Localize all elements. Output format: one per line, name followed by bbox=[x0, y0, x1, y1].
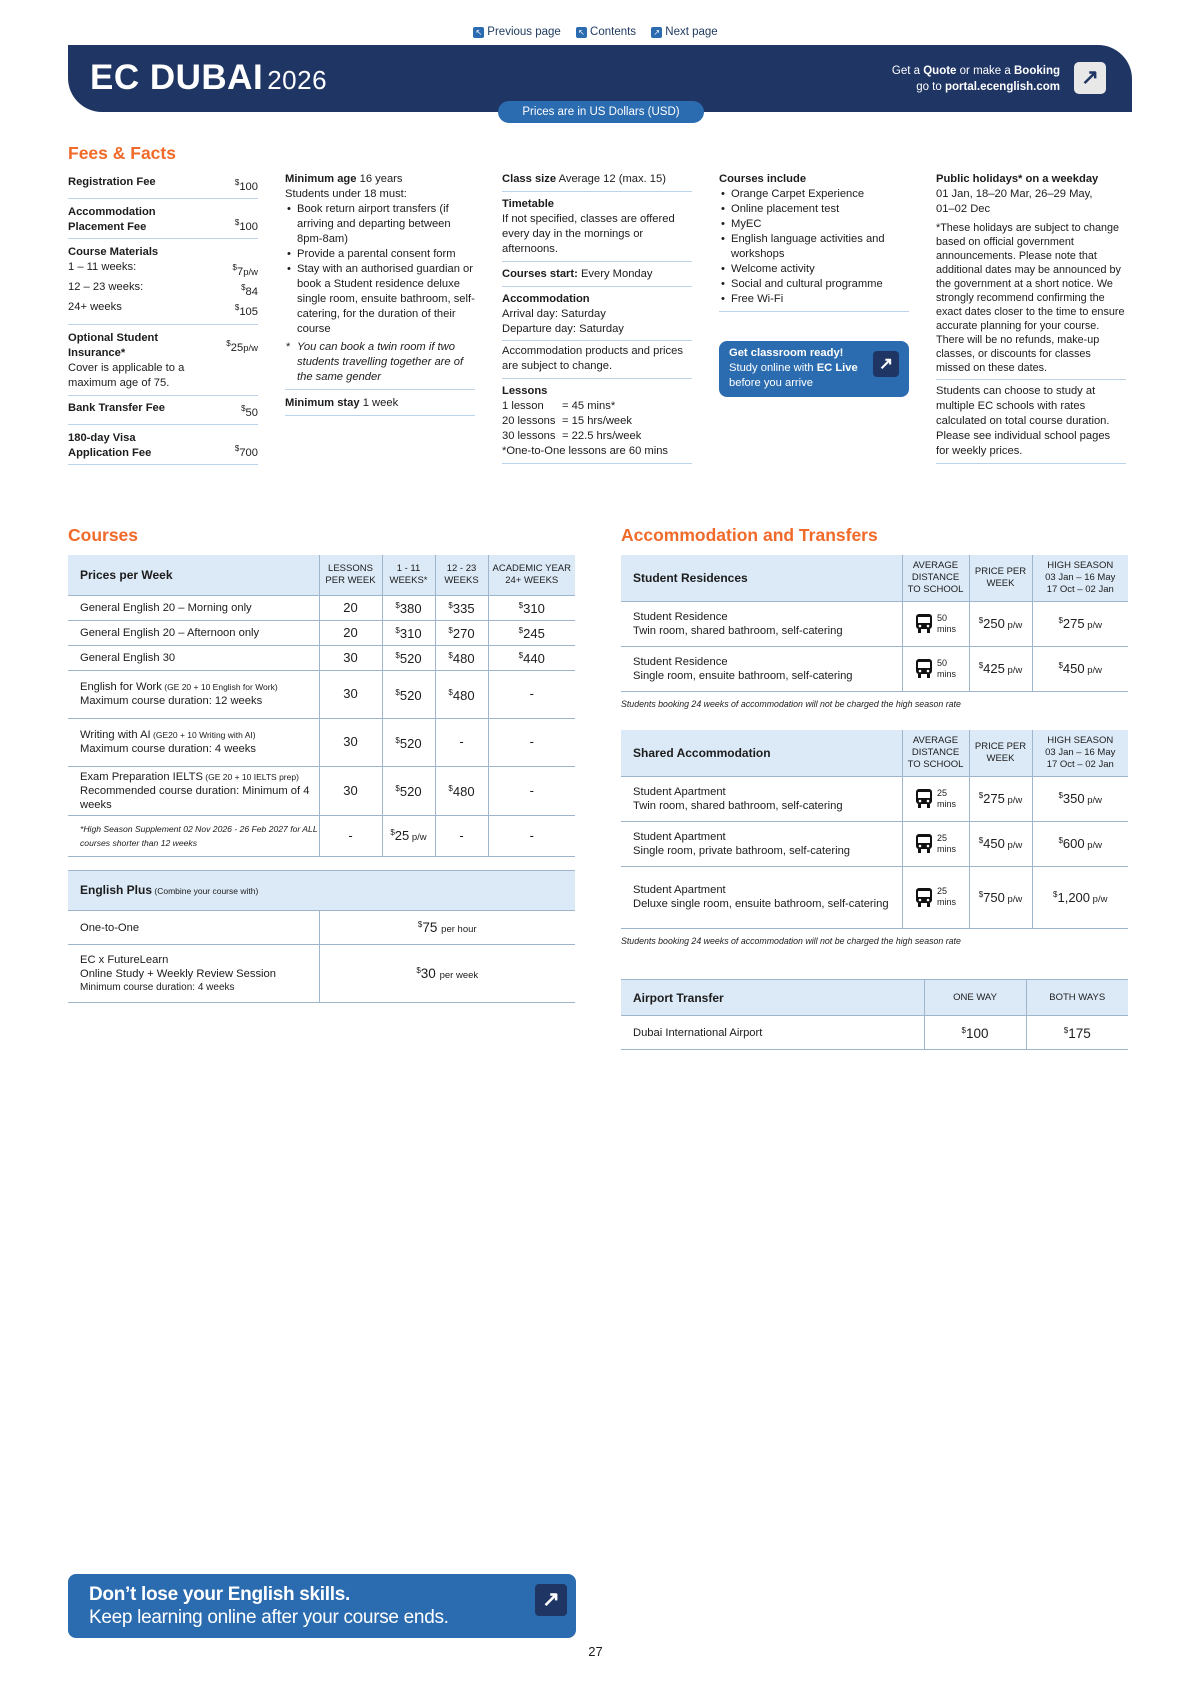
currency-symbol: $ bbox=[234, 178, 240, 187]
currency-symbol: $ bbox=[395, 601, 400, 610]
currency-symbol: $ bbox=[234, 218, 240, 227]
currency-badge: Prices are in US Dollars (USD) bbox=[498, 101, 704, 123]
currency-symbol: $ bbox=[448, 601, 453, 610]
age-rules-list bbox=[285, 202, 475, 337]
currency-symbol: $ bbox=[1058, 616, 1063, 625]
high-season-note: Students booking 24 weeks of accommodation will not be charged the high season rate bbox=[621, 935, 961, 946]
currency-symbol: $ bbox=[518, 651, 524, 660]
currency-symbol: $ bbox=[961, 1026, 966, 1035]
age-rule-item: • Book return airport transfers (if arriving and departing between 8pm-8am) bbox=[285, 202, 475, 247]
courses-title: Courses bbox=[68, 525, 139, 545]
include-item: • MyEC bbox=[719, 217, 909, 232]
fees-facts-title: Fees & Facts bbox=[68, 143, 176, 163]
residences-table bbox=[621, 555, 1128, 692]
high-season-supplement-row: *High Season Supplement 02 Nov 2026 - 26 Feb 2027 for ALL courses shorter than 12 weeks - $25 p/w - - bbox=[68, 815, 575, 856]
accommodation-info: Accommodation Arrival day: Saturday Departure day: Saturday Accommodation products and prices are subject to change. bbox=[502, 287, 692, 379]
course-name: General English 20 – Morning only bbox=[80, 601, 252, 614]
accommodation-row: Student Apartment Twin room, shared bathroom, self-catering 25 mins $275 p/w $350 p/w bbox=[621, 776, 1128, 821]
shared-table-wrap bbox=[621, 730, 1128, 947]
school-title: EC DUBAI 2026 bbox=[90, 58, 328, 97]
class-column: Class size Average 12 (max. 15) Timetable If not specified, classes are offered every day in the mornings or afternoons. Courses start: Every Monday Accommodation Arrival day: Saturday Departure day: Saturday Accommodation products and prices are subject to change. Lessons 1 lesson = 45 mins* 20 lessons = 15 hrs/week 30 lessons = 22.5 hrs/week *One-to-One lessons are 60 mins bbox=[502, 172, 692, 464]
residences-header-row: Student Residences AVERAGE DISTANCE TO SCHOOL PRICE PER WEEK HIGH SEASON 03 Jan – 16 May 17 Oct – 02 Jan bbox=[621, 555, 1128, 601]
materials-list bbox=[68, 260, 258, 320]
fees-column bbox=[68, 172, 258, 465]
currency-symbol: $ bbox=[390, 828, 395, 837]
accommodation-name: Student Residence bbox=[633, 610, 728, 623]
weeks-1-11-header: 1 - 11 WEEKS* bbox=[382, 555, 435, 595]
course-row: General English 30 30 $520 $480 $440 bbox=[68, 645, 575, 670]
weeks-12-23-header: 12 - 23 WEEKS bbox=[435, 555, 488, 595]
arrow-up-right-icon: ↗ bbox=[873, 351, 899, 377]
currency-symbol: $ bbox=[241, 404, 246, 413]
course-row: Exam Preparation IELTS (GE 20 + 10 IELTS prep) Recommended course duration: Minimum of 4 weeks 30 $520 $480 - bbox=[68, 766, 575, 815]
arrow-up-left-icon: ↖ bbox=[576, 27, 587, 38]
currency-symbol: $ bbox=[395, 626, 400, 635]
currency-symbol: $ bbox=[448, 687, 453, 697]
age-column: Minimum age 16 years Students under 18 must: • Book return airport transfers (if arriving and departing between 8pm-8am) • Provide a parental consent form • Stay with an authorised guardian or book a Student residence deluxe single room, ensuite bathroom, self-catering, for the duration of their course * You can book a twin room if two students travelling together are of the same gender Minimum stay 1 week bbox=[285, 172, 475, 416]
courses-table-wrap bbox=[68, 555, 575, 857]
minimum-stay: Minimum stay 1 week bbox=[285, 390, 475, 416]
currency-symbol: $ bbox=[978, 661, 984, 670]
accommodation-row: Student Apartment Deluxe single room, ensuite bathroom, self-catering 25 mins $750 p/w $1,200 p/w bbox=[621, 866, 1128, 928]
previous-page-link[interactable]: ↖ Previous page bbox=[473, 26, 561, 38]
accommodation-fee-row: Accommodation Placement Fee $100 bbox=[68, 199, 258, 239]
accommodation-row: Student Apartment Single room, private bathroom, self-catering 25 mins $450 p/w $600 p/w bbox=[621, 821, 1128, 866]
twin-room-note: * You can book a twin room if two students travelling together are of the same gender bbox=[285, 337, 475, 390]
contents-link[interactable]: ↖ Contents bbox=[576, 26, 636, 38]
currency-symbol: $ bbox=[234, 303, 240, 312]
keep-learning-banner[interactable] bbox=[68, 1574, 576, 1638]
materials-row: 12 – 23 weeks: $84 bbox=[68, 281, 258, 298]
banner-subline: Keep learning online after your course ends. bbox=[89, 1607, 449, 1628]
bus-icon bbox=[915, 658, 933, 679]
course-name: Writing with AI bbox=[80, 729, 151, 741]
currency-symbol: $ bbox=[978, 889, 984, 899]
english-plus-table-wrap bbox=[68, 870, 575, 1003]
currency-symbol: $ bbox=[395, 651, 400, 660]
next-page-link[interactable]: ↗ Next page bbox=[651, 26, 717, 38]
transfer-row: Dubai International Airport $100 $175 bbox=[621, 1016, 1128, 1050]
shared-header-row: Shared Accommodation AVERAGE DISTANCE TO SCHOOL PRICE PER WEEK HIGH SEASON 03 Jan – 16 May 17 Oct – 02 Jan bbox=[621, 730, 1128, 776]
portal-link[interactable]: portal.ecenglish.com bbox=[944, 81, 1060, 93]
page-navigation bbox=[0, 26, 1191, 38]
currency-symbol: $ bbox=[978, 836, 984, 845]
accommodation-row: Student Residence Twin room, shared bathroom, self-catering 50 mins $250 p/w $275 p/w bbox=[621, 601, 1128, 646]
currency-symbol: $ bbox=[1063, 1026, 1069, 1035]
includes-column: Courses include • Orange Carpet Experience • Online placement test • MyEC • English language activities and workshops • Welcome activity • Social and cultural programme • Free Wi-Fi bbox=[719, 172, 909, 312]
insurance-block: Optional Student Insurance* $25p/w Cover is applicable to a maximum age of 75. bbox=[68, 325, 258, 396]
courses-header-row bbox=[68, 555, 575, 595]
lesson-row: 1 lesson = 45 mins* bbox=[502, 400, 616, 412]
age-rule-item: • Stay with an authorised guardian or book a Student residence deluxe single room, ensuite bathroom, self-catering, for the duration of their course bbox=[285, 262, 475, 337]
currency-symbol: $ bbox=[226, 339, 231, 348]
currency-symbol: $ bbox=[241, 283, 246, 292]
include-item: • Social and cultural programme bbox=[719, 277, 909, 292]
english-plus-table bbox=[68, 870, 575, 1003]
currency-symbol: $ bbox=[232, 263, 237, 272]
transfer-table-wrap bbox=[621, 979, 1128, 1050]
lesson-row: 20 lessons = 15 hrs/week bbox=[502, 415, 632, 427]
currency-symbol: $ bbox=[518, 601, 524, 610]
courses-table bbox=[68, 555, 575, 857]
currency-symbol: $ bbox=[395, 784, 400, 793]
age-rule-item: • Provide a parental consent form bbox=[285, 247, 475, 262]
high-season-note: Students booking 24 weeks of accommodation will not be charged the high season rate bbox=[621, 698, 961, 709]
futurelearn-row: EC x FutureLearn Online Study + Weekly Review Session Minimum course duration: 4 weeks $30 per week bbox=[68, 945, 575, 1003]
bus-icon bbox=[915, 613, 933, 634]
include-item: • Welcome activity bbox=[719, 262, 909, 277]
accommodation-title: Accommodation and Transfers bbox=[621, 525, 878, 545]
course-materials-block: Course Materials 1 – 11 weeks: $7p/w 12 – 23 weeks: $84 24+ weeks $105 bbox=[68, 239, 258, 325]
lessons-info: Lessons 1 lesson = 45 mins* 20 lessons = 15 hrs/week 30 lessons = 22.5 hrs/week *One-to-One lessons are 60 mins bbox=[502, 379, 692, 464]
currency-symbol: $ bbox=[978, 791, 984, 800]
currency-symbol: $ bbox=[234, 444, 240, 453]
accommodation-name: Student Apartment bbox=[633, 785, 726, 798]
accommodation-name: Student Residence bbox=[633, 655, 728, 668]
bank-fee-row: Bank Transfer Fee $50 bbox=[68, 396, 258, 425]
arrow-up-right-icon[interactable]: ↗ bbox=[535, 1584, 567, 1616]
one-to-one-row: One-to-One $75 per hour bbox=[68, 911, 575, 945]
currency-symbol: $ bbox=[1058, 791, 1063, 800]
registration-fee-row: Registration Fee $100 bbox=[68, 172, 258, 199]
bus-icon bbox=[915, 833, 933, 854]
currency-symbol: $ bbox=[448, 651, 453, 660]
course-name: English for Work bbox=[80, 681, 162, 693]
accommodation-row: Student Residence Single room, ensuite bathroom, self-catering 50 mins $425 p/w $450 p/w bbox=[621, 646, 1128, 691]
accommodation-name: Student Apartment bbox=[633, 884, 726, 896]
english-plus-header: English Plus (Combine your course with) bbox=[68, 871, 575, 911]
materials-row: 1 – 11 weeks: $7p/w bbox=[68, 261, 258, 278]
course-row: Writing with AI (GE20 + 10 Writing with AI) Maximum course duration: 4 weeks 30 $520 - - bbox=[68, 718, 575, 766]
page-number: 27 bbox=[588, 1644, 603, 1659]
course-name: General English 20 – Afternoon only bbox=[80, 626, 260, 639]
shared-table bbox=[621, 730, 1128, 929]
transfer-table bbox=[621, 979, 1128, 1050]
includes-list bbox=[719, 187, 909, 307]
currency-symbol: $ bbox=[1053, 889, 1058, 899]
currency-symbol: $ bbox=[1058, 661, 1063, 670]
course-row: General English 20 – Afternoon only 20 $310 $270 $245 bbox=[68, 620, 575, 645]
year-label: 2026 bbox=[267, 65, 328, 95]
accommodation-name: Student Apartment bbox=[633, 830, 726, 843]
bus-icon bbox=[915, 788, 933, 809]
currency-symbol: $ bbox=[1058, 836, 1063, 845]
include-item: • Free Wi-Fi bbox=[719, 292, 909, 307]
materials-row: 24+ weeks $105 bbox=[68, 301, 258, 318]
include-item: • Orange Carpet Experience bbox=[719, 187, 909, 202]
classroom-ready-cta[interactable]: Get classroom ready! Study online with EC Live before you arrive ↗ bbox=[719, 341, 909, 397]
course-name: Exam Preparation IELTS bbox=[80, 770, 203, 783]
include-item: • Online placement test bbox=[719, 202, 909, 217]
course-row: English for Work (GE 20 + 10 English for Work) Maximum course duration: 12 weeks 30 $520 $480 - bbox=[68, 670, 575, 718]
arrow-up-right-icon: ↗ bbox=[651, 27, 662, 38]
course-row: General English 20 – Morning only 20 $380 $335 $310 bbox=[68, 595, 575, 620]
quote-booking-text[interactable]: Get a Quote or make a Booking go to portal.ecenglish.com bbox=[891, 65, 1060, 93]
visa-fee-row: 180-day Visa Application Fee $700 bbox=[68, 425, 258, 465]
currency-symbol: $ bbox=[518, 626, 524, 635]
currency-symbol: $ bbox=[978, 616, 984, 625]
include-item: • English language activities and workshops bbox=[719, 232, 909, 262]
currency-symbol: $ bbox=[395, 735, 400, 745]
lesson-row: 30 lessons = 22.5 hrs/week bbox=[502, 430, 642, 442]
currency-symbol: $ bbox=[417, 920, 423, 929]
currency-symbol: $ bbox=[448, 626, 453, 635]
currency-symbol: $ bbox=[395, 687, 400, 697]
lessons-header: LESSONS PER WEEK bbox=[319, 555, 382, 595]
prices-per-week-header: Prices per Week bbox=[68, 555, 319, 595]
banner-headline: Don’t lose your English skills. bbox=[89, 1584, 350, 1605]
arrow-up-left-icon: ↖ bbox=[473, 27, 484, 38]
currency-symbol: $ bbox=[416, 966, 421, 975]
booking-arrow-button[interactable] bbox=[1074, 62, 1106, 94]
academic-year-header: ACADEMIC YEAR 24+ WEEKS bbox=[488, 555, 575, 595]
residences-table-wrap bbox=[621, 555, 1128, 710]
course-name: General English 30 bbox=[80, 651, 176, 664]
transfer-header-row: Airport Transfer ONE WAY BOTH WAYS bbox=[621, 980, 1128, 1016]
currency-symbol: $ bbox=[448, 784, 453, 793]
bus-icon bbox=[915, 887, 933, 908]
arrow-up-right-icon: ↗ bbox=[1081, 66, 1099, 89]
holidays-column: Public holidays* on a weekday 01 Jan, 18–20 Mar, 26–29 May, 01–02 Dec *These holidays are subject to change based on official government announcements. Please note that additional dates may be announced by the government at a short notice. We strongly recommend confirming the exact dates closer to the time to ensure accurate planning for your course. There will be no refunds, make-up classes, or discounts for classes missed on these dates. Students can choose to study at multiple EC schools with rates calculated on total course duration. Please see individual school pages for weekly prices. bbox=[936, 172, 1126, 464]
